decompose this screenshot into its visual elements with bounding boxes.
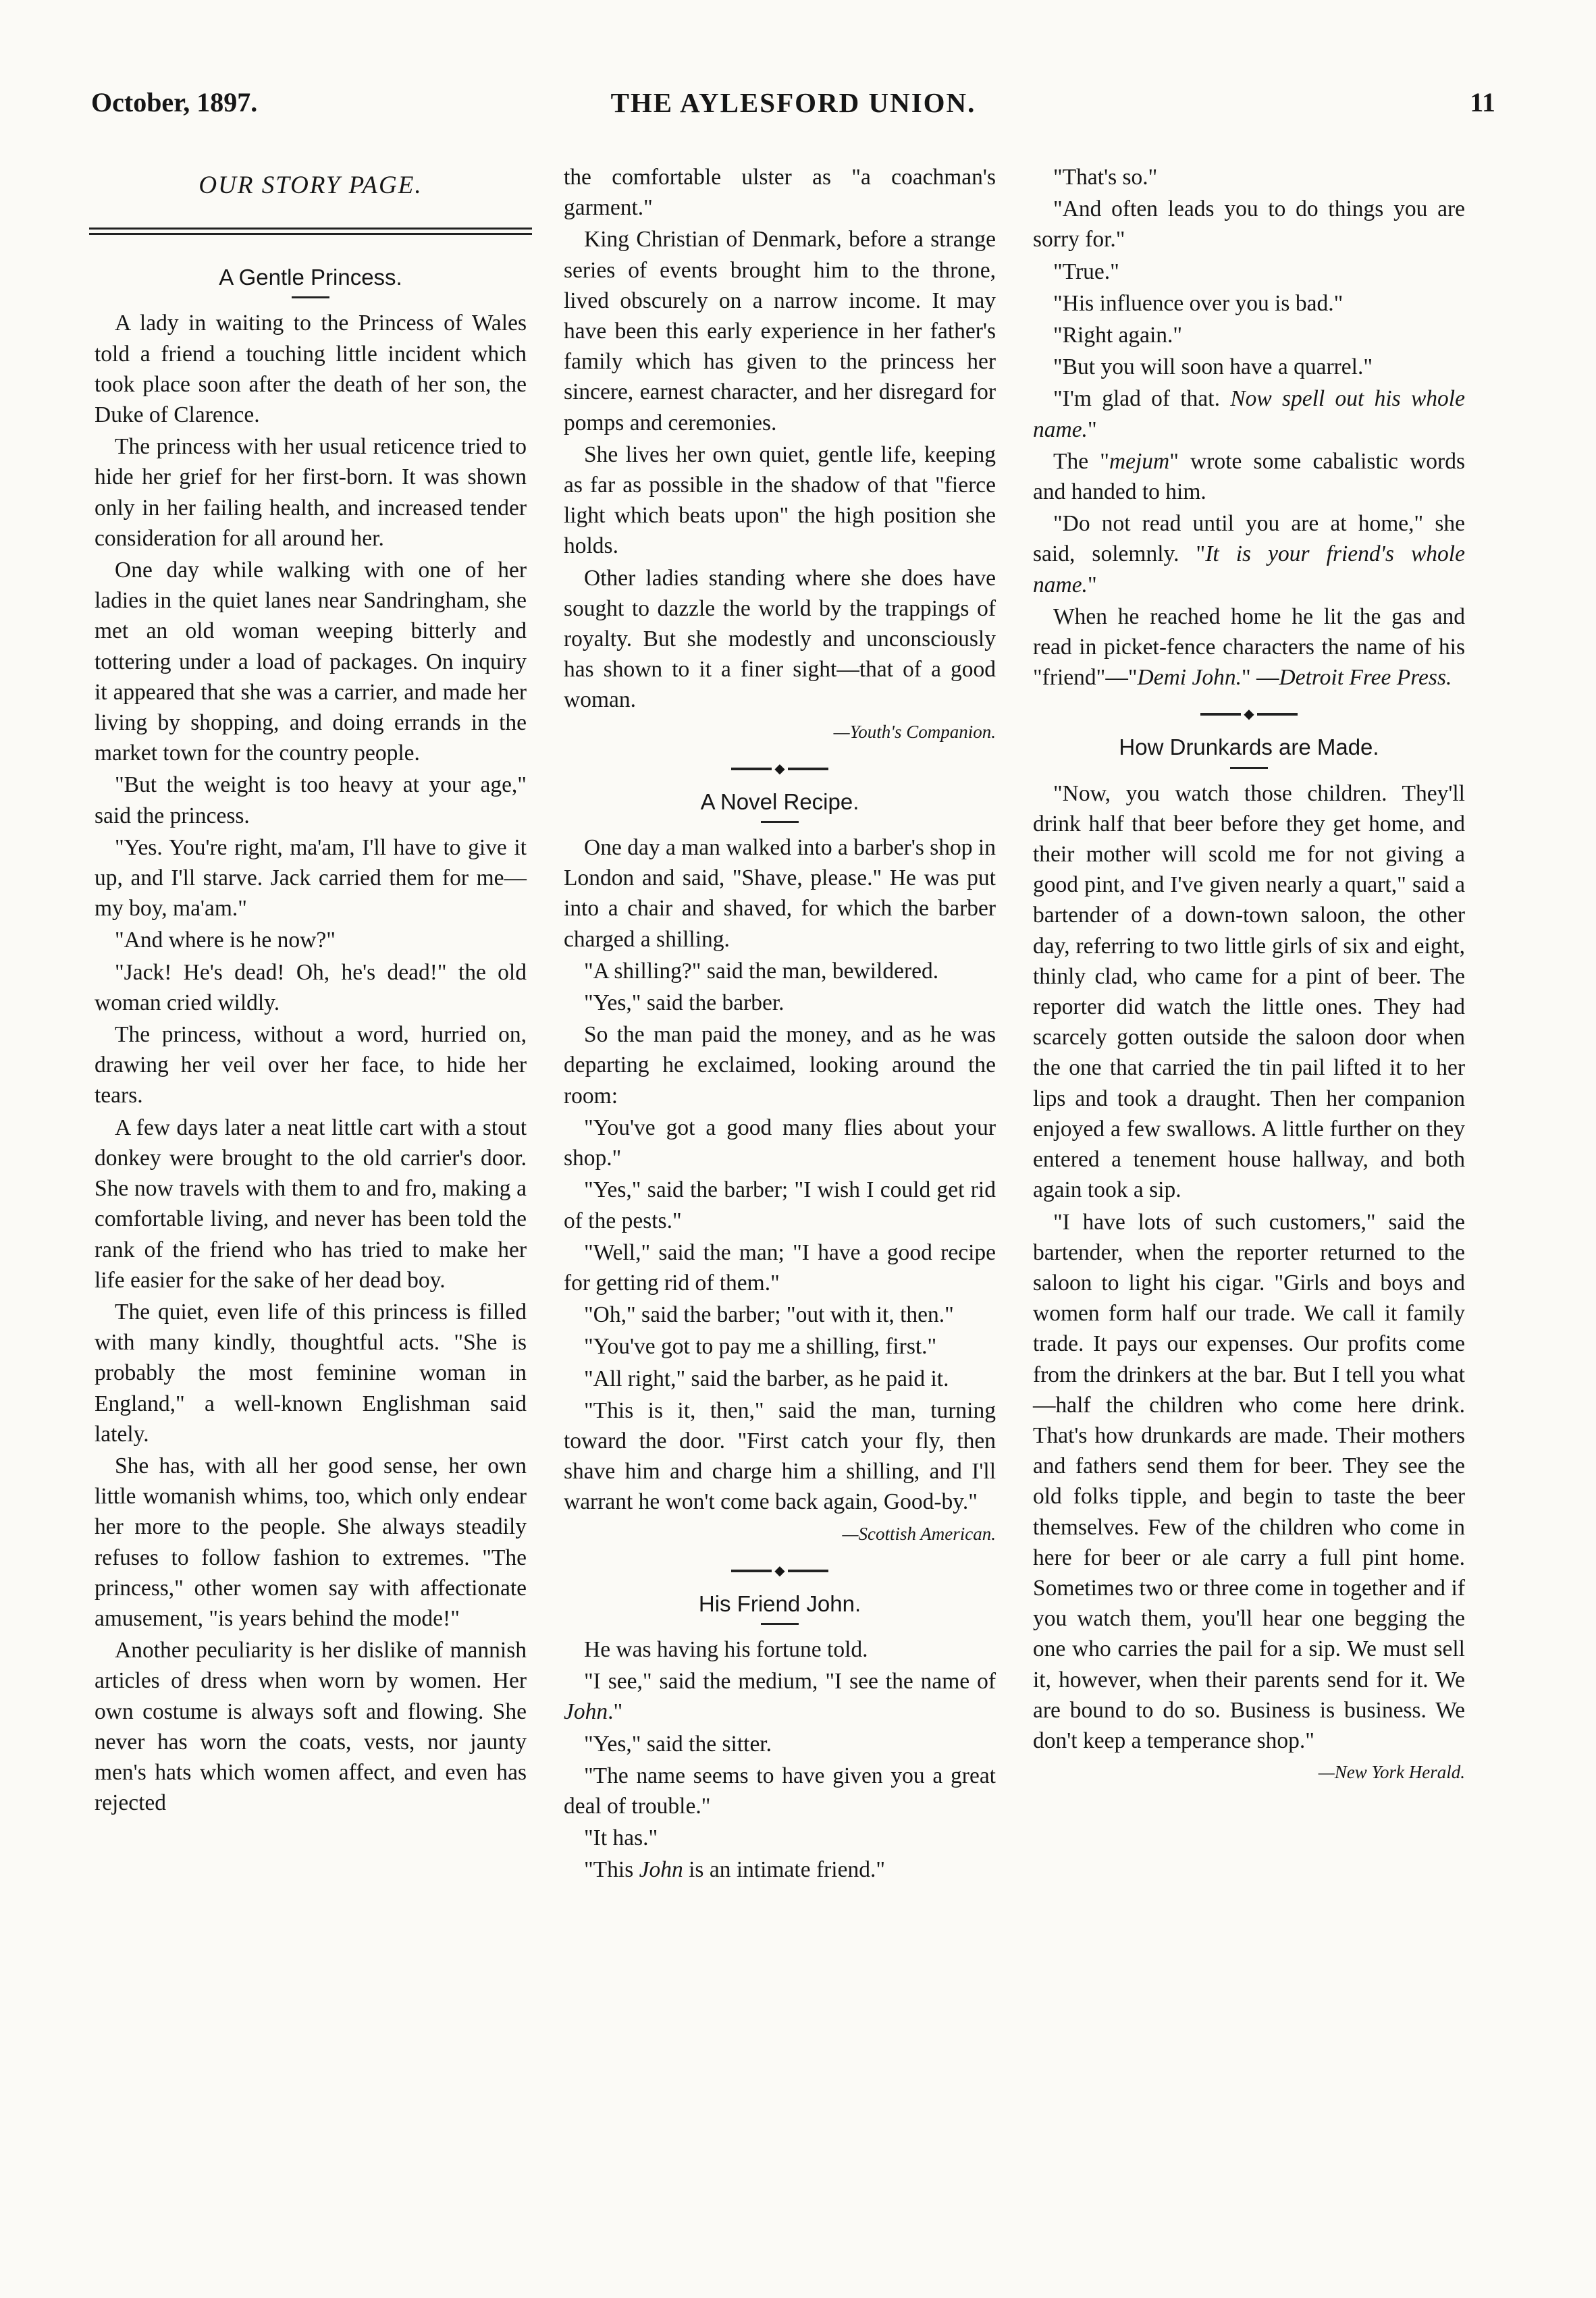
title-underline	[1230, 767, 1268, 769]
paragraph: "That's so."	[1053, 165, 1158, 190]
article-title-his-friend-john: His Friend John.	[698, 1591, 861, 1616]
paragraph: A few days later a neat little cart with a stout donkey were brought to the old carrier's door. She now travels with them to and fro, making a comfortable living, and never has been told the rank of the friend who has tried to make her life easier for the sake of her dead boy.	[95, 1115, 527, 1293]
paragraph: Another peculiarity is her dislike of mannish articles of dress when worn by women. Her own costume is always soft and flowing. She never has worn the coats, vests, nor jaunty men's hats which women affect, and even has rejected	[95, 1638, 527, 1816]
paragraph: A lady in waiting to the Princess of Wales told a friend a touching little incident which took place soon after the death of her son, the Duke of Clarence.	[95, 311, 527, 428]
paragraph: "And where is he now?"	[115, 928, 336, 953]
ornament-divider: ◆	[564, 1564, 996, 1578]
ornament-divider: ◆	[564, 762, 996, 776]
paragraph: "Oh," said the barber; "out with it, then."	[584, 1302, 954, 1328]
source-credit: —Youth's Companion.	[833, 721, 996, 742]
paragraph: He was having his fortune told.	[584, 1636, 868, 1662]
section-title: OUR STORY PAGE.	[198, 171, 423, 199]
paragraph: "Right again."	[1053, 323, 1183, 348]
paragraph: The princess with her usual reticence tried to hide her grief for her first-born. It was shown only in her failing health, and increased tender consideration for all around her.	[95, 434, 527, 551]
paragraph: She has, with all her good sense, her own little womanish whims, too, which only endear her more to the people. She always steadily refuses to follow fashion to extremes. "The princess," other women say with affectionate amusement, "is years behind the mode!"	[95, 1453, 527, 1631]
masthead	[91, 86, 1495, 127]
paragraph: the comfortable ulster as "a coachman's garment."	[564, 165, 996, 221]
source-credit: —Scottish American.	[842, 1523, 996, 1544]
paragraph: "This John is an intimate friend."	[584, 1857, 886, 1883]
paragraph: "This is it, then," said the man, turning toward the door. "First catch your fly, then shave him and charge him a shilling, and I'll warrant he won't come back again, Good-by."	[564, 1397, 996, 1515]
article-title-gentle-princess: A Gentle Princess.	[219, 265, 402, 290]
newspaper-title: THE AYLESFORD UNION.	[610, 87, 976, 118]
paragraph: "Now, you watch those children. They'll drink half that beer before they get home, and their mother will scold me for not giving a good pint, and I've given nearly a quart," said a bartender of a down-town saloon, the other day, referring to two little girls of six and eight, thinly clad, who came for a pint of beer. The reporter did watch the little ones. They had scarcely gotten outside the saloon door when the one that carried the tin pail lifted it to her lips and took a draught. Then her companion enjoyed a few swallows. A little further on they entered a tenement house hallway, and both again took a sip.	[1033, 780, 1465, 1203]
paragraph: When he reached home he lit the gas and read in picket-fence characters the name of his "friend"—"Demi John." —Detroit Free Press.	[1033, 604, 1465, 691]
paragraph: The princess, without a word, hurried on, drawing her veil over her face, to hide her tears.	[95, 1022, 527, 1108]
paragraph: "A shilling?" said the man, bewildered.	[584, 958, 939, 984]
column-2	[564, 162, 996, 1887]
paragraph: "Well," said the man; "I have a good recipe for getting rid of them."	[564, 1239, 996, 1295]
title-underline	[761, 821, 799, 823]
paragraph: The "mejum" wrote some cabalistic words and handed to him.	[1033, 448, 1465, 505]
paragraph: "And often leads you to do things you are sorry for."	[1033, 196, 1465, 252]
double-rule-divider	[89, 228, 532, 235]
paragraph: "I have lots of such customers," said the bartender, when the reporter returned to the saloon to light his cigar. "Girls and boys and women form half our trade. We call it family trade. It pays our expenses. Our profits come from the drinkers at the bar. But I tell you what—half the children who come here drink. That's how drunkards are made. Their mothers and fathers send them for beer. They see the old folks tipple, and begin to taste the beer themselves. Few of the children who come in here for beer or ale carry a full pint home. Sometimes two or three come in together and if you watch them, you'll hear one begging the one who carries the pail for a sip. We must sell it, however, when their parents send for it. We are bound to do so. Business is business. We don't keep a temperance shop."	[1033, 1209, 1465, 1753]
paragraph: "Do not read until you are at home," she said, solemnly. "It is your friend's whole name."	[1033, 511, 1465, 597]
paragraph: "All right," said the barber, as he paid it.	[584, 1366, 949, 1391]
article-title-novel-recipe: A Novel Recipe.	[700, 789, 859, 814]
paragraph: "But the weight is too heavy at your age," said the princess.	[95, 772, 527, 828]
paragraph: She lives her own quiet, gentle life, keeping as far as possible in the shadow of that "fierce light which beats upon" the high position she holds.	[564, 442, 996, 559]
page-number: 11	[1470, 87, 1495, 117]
paragraph: One day while walking with one of her ladies in the quiet lanes near Sandringham, she met an old woman weeping bitterly and tottering under a load of packages. On inquiry it appeared that she was a carrier, and made her living by shopping, and doing errands in the market town for the country people.	[95, 558, 527, 766]
paragraph: "Yes," said the sitter.	[584, 1731, 772, 1757]
title-underline	[761, 1623, 799, 1625]
paragraph: So the man paid the money, and as he was departing he exclaimed, looking around the room:	[564, 1022, 996, 1108]
paragraph: "True."	[1053, 259, 1119, 284]
paragraph: "I see," said the medium, "I see the name of John."	[564, 1669, 996, 1725]
ornament-divider: ◆	[1033, 707, 1465, 721]
paragraph: "Yes," said the barber; "I wish I could get rid of the pests."	[564, 1177, 996, 1233]
paragraph: "Jack! He's dead! Oh, he's dead!" the old woman cried wildly.	[95, 959, 527, 1015]
paragraph: "I'm glad of that. Now spell out his whole name."	[1033, 386, 1465, 442]
paragraph: One day a man walked into a barber's shop in London and said, "Shave, please." He was put into a chair and shaved, for which the barber charged a shilling.	[564, 835, 996, 952]
paragraph: "It has."	[584, 1825, 658, 1851]
paragraph: "The name seems to have given you a great deal of trouble."	[564, 1763, 996, 1819]
source-credit: —New York Herald.	[1318, 1762, 1465, 1783]
paragraph: King Christian of Denmark, before a strange series of events brought him to the throne, lived obscurely on a narrow income. It may have been this early experience in her father's family which has given to the princess her sincere, earnest character, and her disregard for pomps and ceremonies.	[564, 227, 996, 435]
paragraph: "His influence over you is bad."	[1053, 290, 1344, 316]
paragraph: "Yes. You're right, ma'am, I'll have to give it up, and I'll starve. Jack carried them for me—my boy, ma'am."	[95, 834, 527, 921]
paragraph: "You've got to pay me a shilling, first."	[584, 1334, 937, 1360]
column-1	[95, 162, 527, 1819]
paragraph: The quiet, even life of this princess is filled with many kindly, thoughtful acts. "She is probably the most feminine woman in England," a well-known Englishman said lately.	[95, 1299, 527, 1447]
paragraph: "Yes," said the barber.	[584, 990, 784, 1016]
title-underline	[292, 296, 329, 298]
issue-date: October, 1897.	[91, 87, 258, 117]
paragraph: "But you will soon have a quarrel."	[1053, 354, 1373, 380]
paragraph: "You've got a good many flies about your shop."	[564, 1115, 996, 1171]
article-title-how-drunkards-are-made: How Drunkards are Made.	[1119, 734, 1379, 760]
paragraph: Other ladies standing where she does have sought to dazzle the world by the trappings of royalty. But she modestly and unconsciously has shown to it a finer sight—that of a good woman.	[564, 565, 996, 713]
column-3	[1033, 162, 1465, 1789]
